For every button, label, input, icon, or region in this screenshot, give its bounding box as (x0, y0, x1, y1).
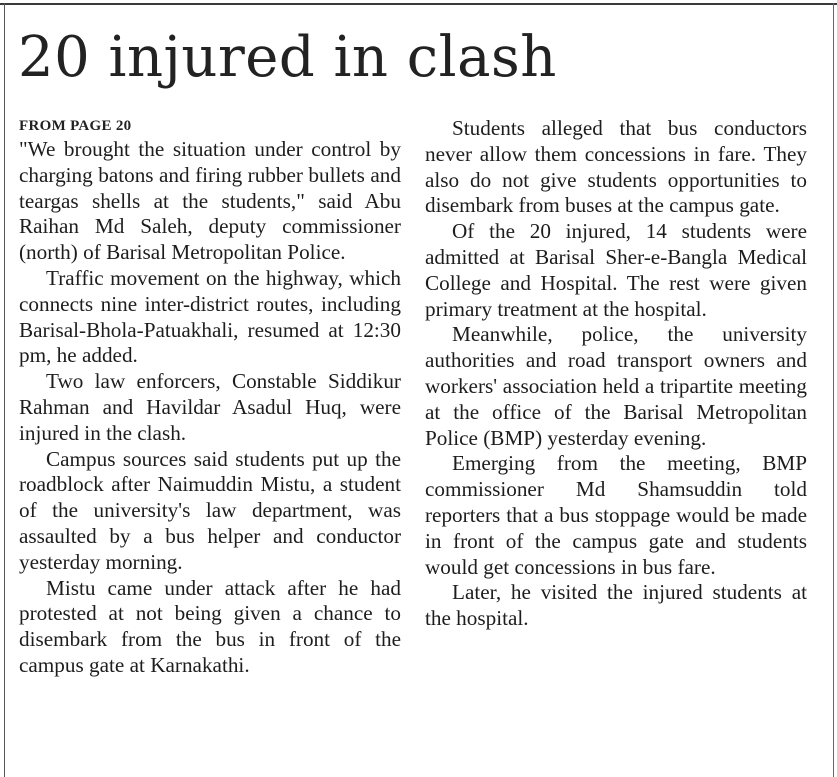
paragraph: Students alleged that bus conductors never allow them concessions in fare. They also do not give students opportunities to disembark from buses at the campus gate. (425, 116, 807, 218)
paragraph: Two law enforcers, Constable Siddikur Rahman and Havildar Asadul Huq, were injured in the clash. (19, 369, 401, 445)
paragraph: Campus sources said students put up the roadblock after Naimuddin Mistu, a student of the university's law department, was assaulted by a bus helper and conductor yesterday morning. (19, 446, 401, 574)
article-column-left (19, 116, 401, 679)
paragraph: Traffic movement on the highway, which connects nine inter-district routes, including Barisal-Bhola-Patuakhali, resumed at 12:30 pm, he added. (19, 265, 401, 368)
headline: 20 injured in clash (18, 25, 557, 90)
paragraph: Later, he visited the injured students at the hospital. (425, 580, 807, 631)
left-column-rule (4, 3, 5, 777)
article-column-right (425, 116, 807, 632)
paragraph: Mistu came under attack after he had protested at not being given a chance to disembark from the bus in front of the campus gate at Karnakathi. (19, 575, 401, 677)
paragraph: Emerging from the meeting, BMP commissioner Md Shamsuddin told reporters that a bus stoppage would be made in front of the campus gate and students would get concessions in bus fare. (425, 451, 807, 579)
kicker-from-page: FROM PAGE 20 (19, 118, 132, 134)
top-rule (0, 3, 837, 5)
paragraph: Of the 20 injured, 14 students were admitted at Barisal Sher-e-Bangla Medical College and Hospital. The rest were given primary treatment at the hospital. (425, 219, 807, 321)
right-column-rule (833, 3, 834, 777)
paragraph: "We brought the situation under control by charging batons and firing rubber bullets and teargas shells at the students," said Abu Raihan Md Saleh, deputy commissioner (north) of Barisal Metropolitan Police. (19, 137, 401, 265)
paragraph: Meanwhile, police, the university authorities and road transport owners and workers' association held a tripartite meeting at the office of the Barisal Metropolitan Police (BMP) yesterday evening. (425, 322, 807, 450)
